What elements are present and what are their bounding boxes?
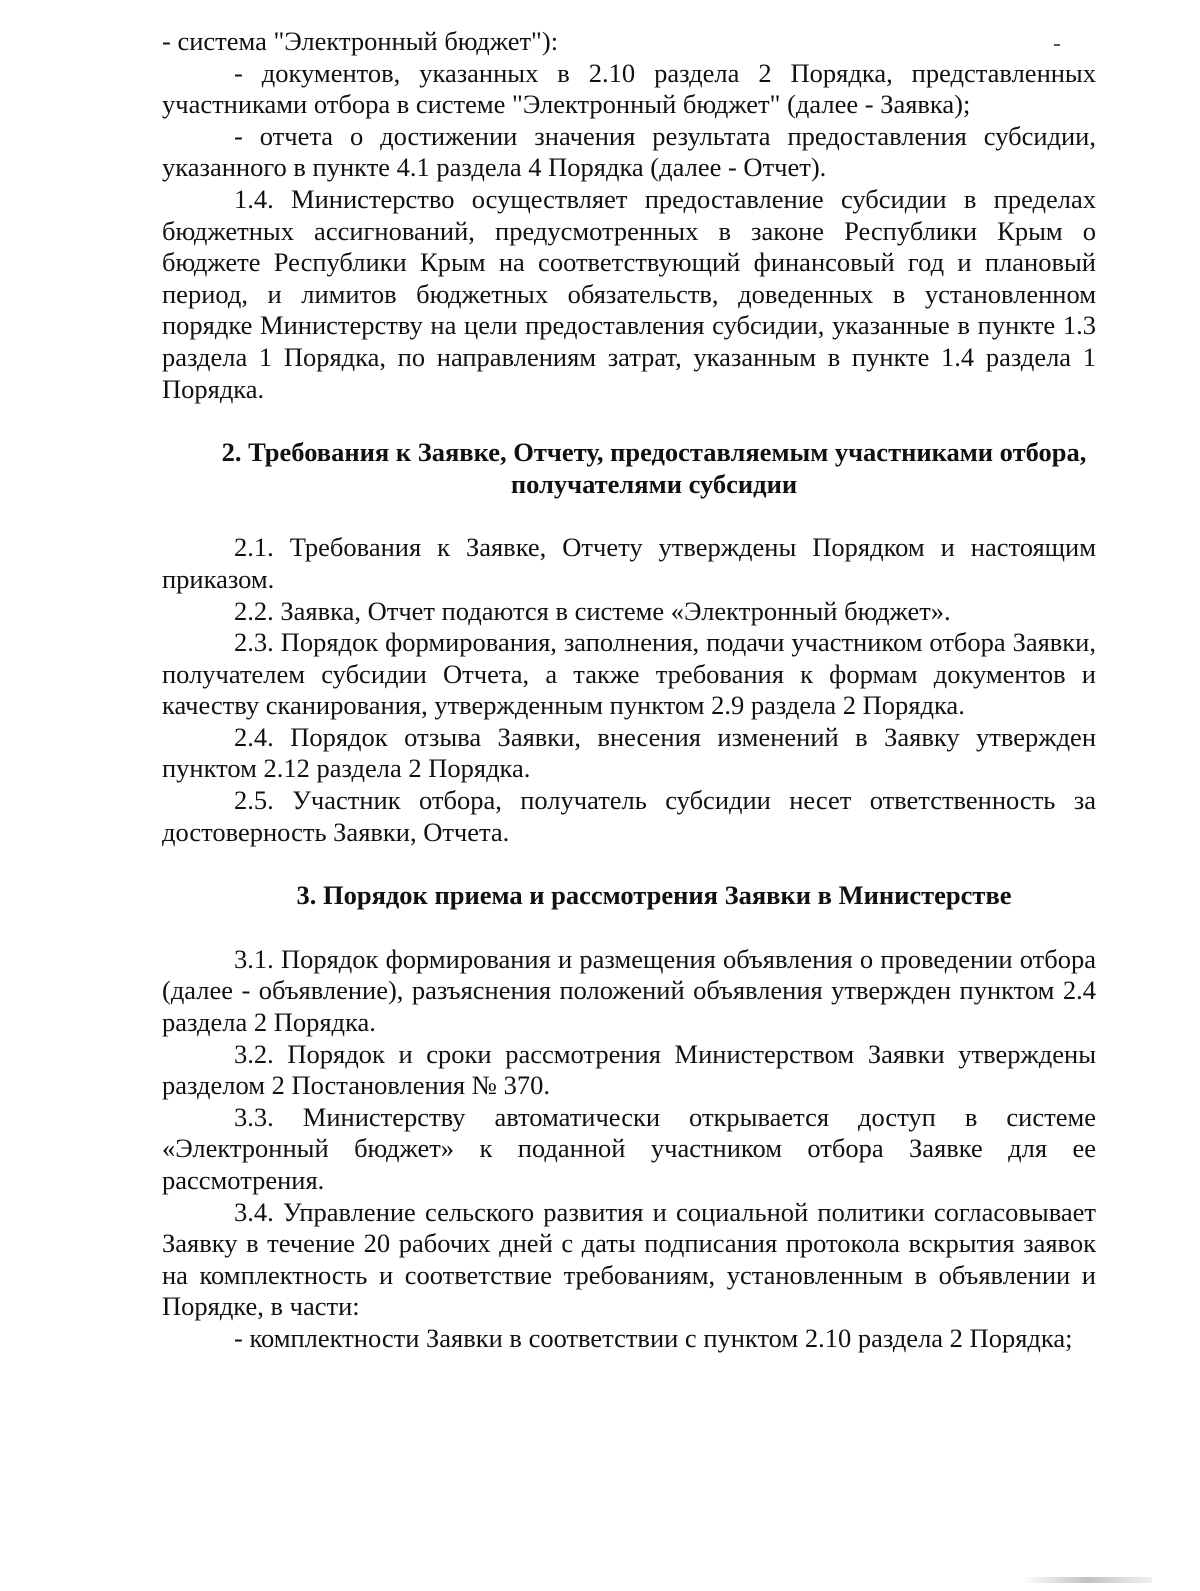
paragraph-3-3: 3.3. Министерству автоматически открывается доступ в системе «Электронный бюджет» к поданной участником отбора Заявке для ее рассмотрения. — [162, 1101, 1096, 1195]
paragraph-2-2: 2.2. Заявка, Отчет подаются в системе «Электронный бюджет». — [234, 595, 951, 626]
paragraph-3-4: 3.4. Управление сельского развития и социальной политики согласовывает Заявку в течение 20 рабочих дней с даты подписания протокола вскрытия заявок на комплектность и соответствие требованиям, установленным в объявлении и Порядке, в части: — [162, 1196, 1096, 1322]
spacer — [162, 405, 1096, 437]
spacer — [162, 500, 1096, 532]
section-3-heading: 3. Порядок приема и рассмотрения Заявки в Министерстве — [296, 880, 1012, 911]
spacer — [162, 848, 1096, 880]
paragraph-documents: - документов, указанных в 2.10 раздела 2 Порядка, представленных участниками отбора в системе "Электронный бюджет" (далее - Заявка); — [162, 57, 1096, 120]
paragraph-2-1: 2.1. Требования к Заявке, Отчету утверждены Порядком и настоящим приказом. — [162, 532, 1096, 594]
paragraph-2-4: 2.4. Порядок отзыва Заявки, внесения изменений в Заявку утвержден пунктом 2.12 раздела 2 Порядка. — [162, 721, 1096, 784]
spacer — [162, 912, 1096, 944]
document-body — [162, 26, 1096, 1355]
paragraph-report: - отчета о достижении значения результата предоставления субсидии, указанного в пункте 4.1 раздела 4 Порядка (далее - Отчет). — [162, 120, 1096, 183]
paragraph-1-4: 1.4. Министерство осуществляет предоставление субсидии в пределах бюджетных ассигнований, предусмотренных в законе Республики Крым о бюджете Республики Крым на соответствующий финансовый год и плановый период, и лимитов бюджетных обязательств, доведенных в установленном порядке Министерству на цели предоставления субсидии, указанные в пункте 1.3 раздела 1 Порядка, по направлениям затрат, указанным в пункте 1.4 раздела 1 Порядка. — [162, 183, 1096, 404]
section-2-heading: 2. Требования к Заявке, Отчету, предоставляемым участниками отбора, получателями субсидии — [221, 437, 1087, 499]
paragraph-system: - система "Электронный бюджет"): — [162, 26, 559, 56]
paragraph-3-2: 3.2. Порядок и сроки рассмотрения Министерством Заявки утверждены разделом 2 Постановления № 370. — [162, 1038, 1096, 1101]
paragraph-2-5: 2.5. Участник отбора, получатель субсидии несет ответственность за достоверность Заявки, Отчета. — [162, 785, 1096, 847]
paragraph-2-3: 2.3. Порядок формирования, заполнения, подачи участником отбора Заявки, получателем субсидии Отчета, а также требования к формам документов и качеству сканирования, утвержденным пунктом 2.9 раздела 2 Порядка. — [162, 627, 1096, 721]
paragraph-completeness: - комплектности Заявки в соответствии с пунктом 2.10 раздела 2 Порядка; — [234, 1322, 1073, 1353]
paragraph-3-1: 3.1. Порядок формирования и размещения объявления о проведении отбора (далее - объявление), разъяснения положений объявления утвержден пунктом 2.4 раздела 2 Порядка. — [162, 943, 1096, 1038]
scan-smudge — [1022, 1577, 1152, 1583]
